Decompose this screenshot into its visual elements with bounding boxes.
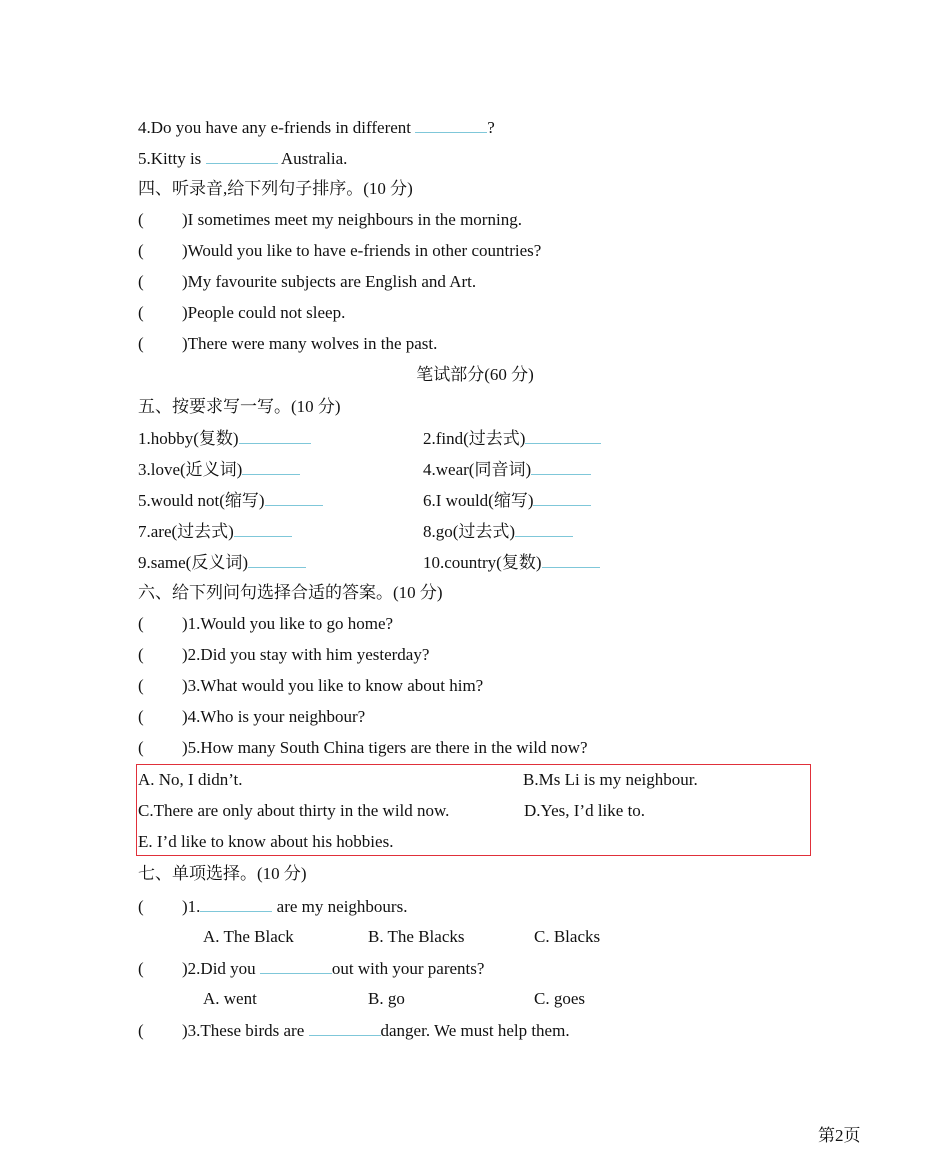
choice-b[interactable]: B. go <box>368 989 405 1008</box>
option-e: E. I’d like to know about his hobbies. <box>138 832 394 851</box>
list-item: ( )People could not sleep. <box>138 303 346 322</box>
list-item: 9.same(反义词) <box>138 551 306 574</box>
answer-paren[interactable]: ( <box>138 303 144 322</box>
answer-blank[interactable] <box>200 895 272 912</box>
list-item: ( )I sometimes meet my neighbours in the morning. <box>138 210 522 229</box>
mc-question-1: ( )1. are my neighbours. <box>138 897 408 916</box>
list-item: ( )5.How many South China tigers are there in the wild now? <box>138 738 588 757</box>
list-item: 1.hobby(复数) <box>138 427 311 450</box>
answer-paren[interactable]: ( <box>138 210 144 229</box>
answer-paren[interactable]: ( <box>138 272 144 291</box>
answer-paren[interactable]: ( <box>138 959 144 978</box>
mc-question-3: ( )3.These birds are danger. We must help them. <box>138 1021 570 1040</box>
list-item: 4.wear(同音词) <box>423 458 591 481</box>
written-part-title: 笔试部分(60 分) <box>416 365 534 384</box>
section-7-heading: 七、单项选择。(10 分) <box>138 864 307 883</box>
answer-paren[interactable]: ( <box>138 334 144 353</box>
answer-blank[interactable] <box>242 458 300 475</box>
section-5-heading: 五、按要求写一写。(10 分) <box>138 397 341 416</box>
list-item: ( )1.Would you like to go home? <box>138 614 394 633</box>
answer-paren[interactable]: ( <box>138 897 144 916</box>
choice-a[interactable]: A. went <box>203 989 257 1008</box>
page-number: 第2页 <box>818 1126 861 1145</box>
list-item: 7.are(过去式) <box>138 520 292 543</box>
option-d: D.Yes, I’d like to. <box>524 801 646 820</box>
answer-blank[interactable] <box>260 957 332 974</box>
answer-blank[interactable] <box>515 520 573 537</box>
list-item: ( )My favourite subjects are English and Art. <box>138 272 477 291</box>
list-item: 6.I would(缩写) <box>423 489 591 512</box>
answer-blank[interactable] <box>234 520 292 537</box>
answer-blank[interactable] <box>525 427 601 444</box>
answer-blank[interactable] <box>206 147 278 164</box>
list-item: ( )3.What would you like to know about him? <box>138 676 484 695</box>
answer-blank[interactable] <box>531 458 591 475</box>
answer-blank[interactable] <box>239 427 311 444</box>
answer-blank[interactable] <box>542 551 600 568</box>
section-6-heading: 六、给下列问句选择合适的答案。(10 分) <box>138 583 443 602</box>
answer-paren[interactable]: ( <box>138 676 144 695</box>
list-item: 10.country(复数) <box>423 551 600 574</box>
answer-paren[interactable]: ( <box>138 738 144 757</box>
question-4: 4.Do you have any e-friends in different ? <box>138 118 495 137</box>
answer-paren[interactable]: ( <box>138 241 144 260</box>
list-item: ( )2.Did you stay with him yesterday? <box>138 645 430 664</box>
answer-blank[interactable] <box>415 116 487 133</box>
option-a: A. No, I didn’t. <box>138 770 243 789</box>
answer-blank[interactable] <box>265 489 323 506</box>
list-item: 5.would not(缩写) <box>138 489 323 512</box>
answer-blank[interactable] <box>533 489 591 506</box>
choice-c[interactable]: C. Blacks <box>534 927 601 946</box>
choice-c[interactable]: C. goes <box>534 989 585 1008</box>
choice-a[interactable]: A. The Black <box>203 927 294 946</box>
section-4-heading: 四、听录音,给下列句子排序。(10 分) <box>138 179 413 198</box>
mc-question-2: ( )2.Did you out with your parents? <box>138 959 485 978</box>
answer-paren[interactable]: ( <box>138 614 144 633</box>
choice-b[interactable]: B. The Blacks <box>368 927 465 946</box>
option-b: B.Ms Li is my neighbour. <box>523 770 698 789</box>
answer-paren[interactable]: ( <box>138 707 144 726</box>
answer-blank[interactable] <box>248 551 306 568</box>
list-item: 8.go(过去式) <box>423 520 573 543</box>
question-5: 5.Kitty is Australia. <box>138 149 348 168</box>
list-item: ( )Would you like to have e-friends in other countries? <box>138 241 542 260</box>
answer-paren[interactable]: ( <box>138 645 144 664</box>
list-item: ( )4.Who is your neighbour? <box>138 707 366 726</box>
answer-blank[interactable] <box>309 1019 381 1036</box>
list-item: ( )There were many wolves in the past. <box>138 334 438 353</box>
option-c: C.There are only about thirty in the wild now. <box>138 801 450 820</box>
list-item: 3.love(近义词) <box>138 458 300 481</box>
answer-paren[interactable]: ( <box>138 1021 144 1040</box>
list-item: 2.find(过去式) <box>423 427 601 450</box>
